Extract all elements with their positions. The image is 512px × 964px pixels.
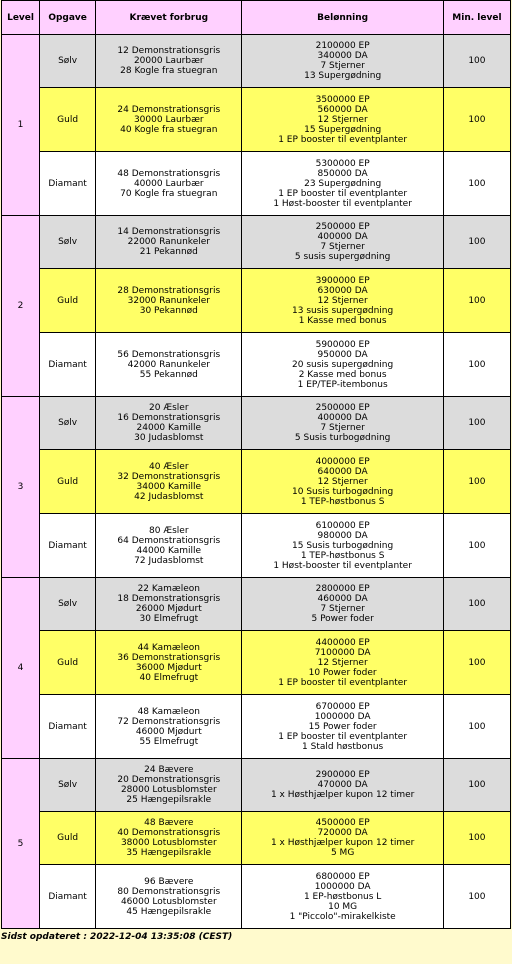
reward-line: 12 Stjerner xyxy=(317,114,368,125)
reward-line: 7 Stjerner xyxy=(320,423,365,433)
table-row xyxy=(2,450,510,513)
reward-line: 460000 DA xyxy=(317,594,368,604)
task-cell: Diamant xyxy=(40,514,95,577)
reward-line: 5 Power foder xyxy=(311,614,374,624)
table-row xyxy=(2,35,510,87)
consumption-line: 20 Æsler xyxy=(149,403,189,413)
min-level-cell: 100 xyxy=(444,333,510,396)
reward-line: 1 TEP-høstbonus S xyxy=(300,496,385,507)
consumption-line: 46000 Mjødurt xyxy=(135,726,202,737)
reward-line: 1 Høst-booster til eventplanter xyxy=(273,198,412,209)
reward-line: 1 EP booster til eventplanter xyxy=(278,188,408,199)
reward-line: 5 Susis turbogødning xyxy=(294,433,391,443)
reward-cell xyxy=(242,514,442,577)
table-row xyxy=(2,333,510,396)
reward-line: 720000 DA xyxy=(317,828,368,838)
table-row xyxy=(2,578,510,630)
reward-line: 1 TEP-høstbonus S xyxy=(300,550,385,561)
consumption-line: 40 Elmefrugt xyxy=(139,672,199,683)
consumption-line: 40000 Laurbær xyxy=(133,178,204,189)
reward-line: 1 "Piccolo"-mirakelkiste xyxy=(289,911,396,922)
consumption-line: 36000 Mjødurt xyxy=(135,662,202,673)
reward-line: 2 Kasse med bonus xyxy=(298,369,387,380)
consumption-line: 70 Kogle fra stuegran xyxy=(120,188,218,199)
consumption-line: 20 Demonstrationsgris xyxy=(117,775,221,785)
table-row xyxy=(2,397,510,449)
reward-line: 13 susis supergødning xyxy=(292,305,394,316)
reward-line: 4000000 EP xyxy=(315,456,370,467)
consumption-line: 56 Demonstrationsgris xyxy=(117,349,221,360)
consumption-line: 22000 Ranunkeler xyxy=(127,237,210,247)
reward-line: 15 Supergødning xyxy=(304,124,382,135)
min-level-cell: 100 xyxy=(444,812,510,864)
min-level-cell: 100 xyxy=(444,631,510,694)
reward-cell xyxy=(242,35,442,87)
consumption-line: 48 Demonstrationsgris xyxy=(117,168,221,179)
reward-cell xyxy=(242,450,442,513)
reward-cell xyxy=(242,216,442,268)
min-level-cell: 100 xyxy=(444,514,510,577)
consumption-cell xyxy=(96,865,241,928)
consumption-cell xyxy=(96,397,241,449)
reward-line: 2500000 EP xyxy=(315,222,370,232)
reward-cell xyxy=(242,578,442,630)
reward-cell xyxy=(242,631,442,694)
reward-line: 6700000 EP xyxy=(315,701,370,712)
reward-cell xyxy=(242,88,442,151)
header-task: Opgave xyxy=(40,1,95,34)
table-row xyxy=(2,88,510,151)
header-consumption: Krævet forbrug xyxy=(96,1,241,34)
reward-line: 7 Stjerner xyxy=(320,242,365,252)
task-cell: Guld xyxy=(40,269,95,332)
level-cell: 1 xyxy=(2,35,39,215)
consumption-line: 40 Demonstrationsgris xyxy=(117,828,221,838)
reward-line: 10 MG xyxy=(328,901,358,912)
table-row xyxy=(2,695,510,758)
consumption-line: 12 Demonstrationsgris xyxy=(117,46,221,56)
reward-line: 560000 DA xyxy=(317,104,368,115)
reward-line: 2100000 EP xyxy=(315,41,370,51)
min-level-cell: 100 xyxy=(444,269,510,332)
reward-line: 1 EP/TEP-itembonus xyxy=(297,379,388,390)
reward-line: 5900000 EP xyxy=(315,339,370,350)
task-cell: Sølv xyxy=(40,35,95,87)
consumption-line: 42 Judasblomst xyxy=(134,491,204,502)
reward-line: 1 EP booster til eventplanter xyxy=(278,677,408,688)
reward-line: 400000 DA xyxy=(317,232,368,242)
reward-line: 10 Power foder xyxy=(308,667,377,678)
consumption-cell xyxy=(96,88,241,151)
reward-line: 1 Høst-booster til eventplanter xyxy=(273,560,412,571)
reward-cell xyxy=(242,695,442,758)
task-cell: Diamant xyxy=(40,152,95,215)
min-level-cell: 100 xyxy=(444,397,510,449)
consumption-line: 55 Elmefrugt xyxy=(139,736,199,747)
table-row xyxy=(2,152,510,215)
reward-line: 1 x Høsthjælper kupon 12 timer xyxy=(270,790,415,800)
reward-line: 1 Stald høstbonus xyxy=(302,741,384,752)
reward-line: 1 Kasse med bonus xyxy=(298,315,387,326)
reward-line: 3900000 EP xyxy=(315,275,370,286)
reward-line: 4500000 EP xyxy=(315,818,370,828)
consumption-line: 24 Bævere xyxy=(144,765,194,775)
consumption-line: 30000 Laurbær xyxy=(133,114,204,125)
reward-line: 980000 DA xyxy=(317,530,368,541)
consumption-cell xyxy=(96,152,241,215)
reward-line: 15 Power foder xyxy=(308,721,377,732)
table-row xyxy=(2,631,510,694)
reward-line: 20 susis supergødning xyxy=(292,359,394,370)
table-row xyxy=(2,865,510,928)
reward-line: 1000000 DA xyxy=(314,711,371,722)
reward-line: 640000 DA xyxy=(317,466,368,477)
reward-line: 2900000 EP xyxy=(315,770,370,780)
task-cell: Guld xyxy=(40,812,95,864)
consumption-line: 72 Demonstrationsgris xyxy=(117,716,221,727)
consumption-line: 14 Demonstrationsgris xyxy=(117,227,221,237)
reward-line: 5 susis supergødning xyxy=(294,252,391,262)
consumption-cell xyxy=(96,514,241,577)
reward-cell xyxy=(242,865,442,928)
reward-line: 850000 DA xyxy=(317,168,368,179)
min-level-cell: 100 xyxy=(444,216,510,268)
reward-line: 630000 DA xyxy=(317,285,368,296)
reward-line: 6800000 EP xyxy=(315,871,370,882)
task-cell: Sølv xyxy=(40,216,95,268)
reward-line: 470000 DA xyxy=(317,780,368,790)
consumption-line: 46000 Lotusblomster xyxy=(120,896,217,907)
min-level-cell: 100 xyxy=(444,759,510,811)
task-cell: Sølv xyxy=(40,759,95,811)
level-cell: 2 xyxy=(2,216,39,396)
consumption-line: 30 Judasblomst xyxy=(134,433,204,443)
header-row xyxy=(2,1,510,34)
consumption-cell xyxy=(96,759,241,811)
consumption-line: 28 Kogle fra stuegran xyxy=(120,66,218,76)
reward-line: 340000 DA xyxy=(317,51,368,61)
task-cell: Guld xyxy=(40,450,95,513)
consumption-line: 48 Bævere xyxy=(144,818,194,828)
reward-line: 1 EP booster til eventplanter xyxy=(278,134,408,145)
reward-line: 3500000 EP xyxy=(315,94,370,105)
reward-cell xyxy=(242,812,442,864)
consumption-line: 32 Demonstrationsgris xyxy=(117,471,221,482)
task-cell: Guld xyxy=(40,88,95,151)
consumption-line: 30 Elmefrugt xyxy=(139,614,199,624)
consumption-line: 48 Kamæleon xyxy=(137,706,201,717)
consumption-line: 40 Æsler xyxy=(149,461,189,472)
consumption-line: 44 Kamæleon xyxy=(137,642,201,653)
consumption-line: 72 Judasblomst xyxy=(134,555,204,566)
level-cell: 3 xyxy=(2,397,39,577)
reward-cell xyxy=(242,269,442,332)
consumption-line: 30 Pekannød xyxy=(139,305,198,316)
reward-cell xyxy=(242,333,442,396)
reward-cell xyxy=(242,759,442,811)
table-row xyxy=(2,812,510,864)
table-row xyxy=(2,514,510,577)
table-row xyxy=(2,759,510,811)
consumption-cell xyxy=(96,578,241,630)
consumption-line: 36 Demonstrationsgris xyxy=(117,652,221,663)
reward-line: 5300000 EP xyxy=(315,158,370,169)
consumption-line: 38000 Lotusblomster xyxy=(120,838,217,848)
task-cell: Diamant xyxy=(40,865,95,928)
reward-line: 950000 DA xyxy=(317,349,368,360)
consumption-cell xyxy=(96,269,241,332)
consumption-line: 18 Demonstrationsgris xyxy=(117,594,221,604)
consumption-line: 55 Pekannød xyxy=(139,369,198,380)
reward-line: 7100000 DA xyxy=(314,647,371,658)
consumption-line: 35 Hængepilsrakle xyxy=(126,848,212,858)
consumption-line: 22 Kamæleon xyxy=(137,584,201,594)
reward-line: 6100000 EP xyxy=(315,520,370,531)
consumption-line: 45 Hængepilsrakle xyxy=(126,906,212,917)
task-cell: Sølv xyxy=(40,397,95,449)
reward-line: 7 Stjerner xyxy=(320,604,365,614)
min-level-cell: 100 xyxy=(444,695,510,758)
header-level: Level xyxy=(2,1,39,34)
last-updated: Sidst opdateret : 2022-12-04 13:35:08 (CEST) xyxy=(1,932,233,942)
consumption-line: 24 Demonstrationsgris xyxy=(117,104,221,115)
reward-line: 12 Stjerner xyxy=(317,657,368,668)
table-row xyxy=(2,269,510,332)
consumption-cell xyxy=(96,450,241,513)
consumption-cell xyxy=(96,695,241,758)
consumption-line: 25 Hængepilsrakle xyxy=(126,795,212,805)
consumption-cell xyxy=(96,812,241,864)
reward-line: 15 Susis turbogødning xyxy=(292,540,394,551)
reward-line: 2800000 EP xyxy=(315,584,370,594)
consumption-line: 21 Pekannød xyxy=(139,247,198,257)
reward-line: 12 Stjerner xyxy=(317,295,368,306)
task-cell: Guld xyxy=(40,631,95,694)
consumption-line: 96 Bævere xyxy=(144,876,194,887)
min-level-cell: 100 xyxy=(444,88,510,151)
consumption-line: 64 Demonstrationsgris xyxy=(117,535,221,546)
table-body xyxy=(2,35,510,928)
task-cell: Sølv xyxy=(40,578,95,630)
reward-cell xyxy=(242,397,442,449)
min-level-cell: 100 xyxy=(444,865,510,928)
event-table xyxy=(1,0,511,929)
reward-line: 12 Stjerner xyxy=(317,476,368,487)
consumption-line: 80 Æsler xyxy=(149,525,189,536)
min-level-cell: 100 xyxy=(444,35,510,87)
consumption-line: 34000 Kamille xyxy=(136,481,202,492)
consumption-line: 26000 Mjødurt xyxy=(135,604,202,614)
min-level-cell: 100 xyxy=(444,578,510,630)
consumption-line: 32000 Ranunkeler xyxy=(127,295,210,306)
consumption-cell xyxy=(96,35,241,87)
consumption-cell xyxy=(96,333,241,396)
task-cell: Diamant xyxy=(40,695,95,758)
min-level-cell: 100 xyxy=(444,450,510,513)
reward-line: 4400000 EP xyxy=(315,637,370,648)
reward-line: 13 Supergødning xyxy=(304,71,382,81)
consumption-cell xyxy=(96,631,241,694)
task-cell: Diamant xyxy=(40,333,95,396)
reward-line: 10 Susis turbogødning xyxy=(292,486,394,497)
reward-line: 1000000 DA xyxy=(314,881,371,892)
level-cell: 5 xyxy=(2,759,39,928)
reward-line: 400000 DA xyxy=(317,413,368,423)
consumption-line: 80 Demonstrationsgris xyxy=(117,886,221,897)
min-level-cell: 100 xyxy=(444,152,510,215)
reward-line: 2500000 EP xyxy=(315,403,370,413)
reward-line: 7 Stjerner xyxy=(320,61,365,71)
reward-line: 1 x Høsthjælper kupon 12 timer xyxy=(270,838,415,848)
reward-line: 23 Supergødning xyxy=(304,178,382,189)
consumption-line: 42000 Ranunkeler xyxy=(127,359,210,370)
header-reward: Belønning xyxy=(242,1,442,34)
level-cell: 4 xyxy=(2,578,39,758)
consumption-line: 28 Demonstrationsgris xyxy=(117,285,221,296)
reward-line: 5 MG xyxy=(330,848,355,858)
consumption-line: 40 Kogle fra stuegran xyxy=(120,124,218,135)
header-min-level: Min. level xyxy=(444,1,510,34)
reward-line: 1 EP-høstbonus L xyxy=(303,891,382,902)
reward-line: 1 EP booster til eventplanter xyxy=(278,731,408,742)
consumption-line: 28000 Lotusblomster xyxy=(120,785,217,795)
consumption-line: 44000 Kamille xyxy=(136,545,202,556)
reward-cell xyxy=(242,152,442,215)
consumption-cell xyxy=(96,216,241,268)
consumption-line: 16 Demonstrationsgris xyxy=(117,413,221,423)
consumption-line: 24000 Kamille xyxy=(136,423,202,433)
table-row xyxy=(2,216,510,268)
consumption-line: 20000 Laurbær xyxy=(133,56,204,66)
